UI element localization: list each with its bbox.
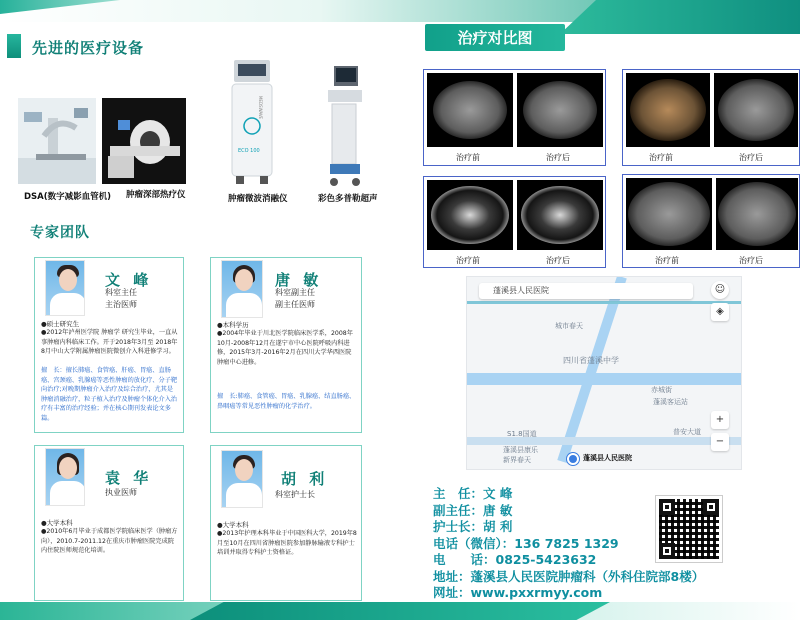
map-zoom-in-button[interactable]: + (711, 411, 729, 429)
contact-phone-wechat[interactable]: 电话（微信）：136 7825 1329 (433, 535, 619, 551)
hospital-location-map[interactable] (466, 276, 742, 470)
map-river (467, 301, 742, 304)
expert-degree: ●硕士研究生 (41, 320, 80, 328)
scan-before (427, 180, 513, 250)
scan-before (427, 73, 513, 147)
map-label-area2: 新界春天 (503, 456, 531, 464)
comparison-panel-abdomen (622, 174, 800, 268)
contact-head-nurse: 护士长：胡 利 (433, 519, 513, 534)
device-side-text: MEDSWAVE (258, 96, 263, 120)
expert-card-yuan-hua (34, 445, 184, 601)
scan-after (517, 73, 603, 147)
expert-card-tang-min (210, 257, 362, 433)
equipment-label-microwave: 肿瘤微波消融仪 (228, 194, 288, 204)
expert-photo-yuan-hua (45, 448, 85, 506)
expert-name: 袁 华 (105, 469, 153, 487)
map-label-street: 赤城街 (651, 386, 672, 394)
contact-telephone[interactable]: 电 话：0825-5423632 (433, 552, 597, 567)
map-label-school: 四川省蓬溪中学 (563, 356, 619, 365)
map-layers-button[interactable]: ◈ (711, 303, 729, 321)
expert-title-2: 副主任医师 (275, 300, 315, 309)
caption-before: 治疗前 (456, 153, 480, 162)
map-road (467, 373, 742, 385)
caption-after: 治疗后 (739, 256, 763, 265)
doppler-ultrasound-image (320, 64, 368, 188)
map-zoom-out-button[interactable]: − (711, 433, 729, 451)
caption-after: 治疗后 (739, 153, 763, 162)
equipment-label-hyperthermia: 肿瘤深部热疗仪 (126, 190, 186, 200)
scan-after (716, 178, 798, 250)
map-label-road2: S1.8国道 (507, 430, 537, 438)
expert-degree: ●本科学历 (217, 321, 249, 329)
scan-before (626, 178, 712, 250)
equipment-section-title: 先进的医疗设备 (32, 39, 145, 57)
expert-bio: ●2010年6月毕业于成都医学院临床医学（肿瘤方向），2010.7-2011.12在重庆市肿瘤医院完成院内住院医师规范化培训。 (41, 528, 178, 554)
comparison-panel-pelvis (622, 69, 800, 166)
expert-bio: ●2012年泸州医学院 肿瘤学 研究生毕业，一直从 事肿瘤内科临床工作。开于2018年3月至 2018年8月中山大学附属肿瘤医院微创介入科进修学习。 (41, 329, 178, 355)
contact-address: 地址：蓬溪县人民医院肿瘤科（外科住院部8楼） (433, 568, 705, 584)
expert-degree: ●大学本科 (217, 521, 249, 529)
expert-bio: ●2013年护理本科毕业于中国医科大学，2019年8月至10月在四川省肿瘤医院参加静脉输液专科护士培训并取得专科护士资格证。 (217, 530, 357, 556)
map-search-text: 蓬溪县人民医院 (493, 286, 549, 295)
dsa-image (18, 98, 96, 184)
map-label-hospital-area: 蓬溪县康乐 (503, 446, 538, 454)
expert-degree: ●大学本科 (41, 519, 73, 527)
scan-after (517, 180, 603, 250)
expert-title-2: 主治医师 (105, 300, 137, 309)
caption-after: 治疗后 (546, 256, 570, 265)
equipment-label-doppler: 彩色多普勒超声 (318, 194, 378, 204)
expert-photo-wen-feng (45, 260, 85, 316)
map-search-bar[interactable] (479, 283, 693, 299)
expert-title-1: 科室副主任 (275, 288, 315, 297)
expert-title-1: 执业医师 (105, 488, 137, 497)
map-profile-icon[interactable]: ☺ (711, 281, 729, 299)
device-brand-text: ECO 100 (238, 148, 260, 154)
expert-name: 文 峰 (105, 271, 153, 289)
contact-director: 主 任：文 峰 (433, 486, 513, 501)
caption-before: 治疗前 (649, 153, 673, 162)
qr-code (656, 496, 722, 562)
comparison-panel-lung (423, 176, 606, 268)
expert-bio: ●2004年毕业于川北医学院临床医学系，2008年10月-2008年12月在遂宁市中心医院呼吸内科进修，2015年3月-2016年2月在四川大学华西医院肿瘤中心进修。 (217, 330, 353, 366)
scan-after (714, 73, 798, 147)
bottom-center-decor (190, 602, 610, 620)
caption-before: 治疗前 (456, 256, 480, 265)
caption-after: 治疗后 (546, 153, 570, 162)
equipment-label-dsa: DSA(数字减影血管机) (24, 192, 112, 202)
comparison-section-title: 治疗对比图 (425, 24, 565, 51)
map-pin-label: 蓬溪县人民医院 (583, 454, 632, 462)
equipment-title-bar (7, 34, 21, 58)
map-location-pin[interactable] (567, 453, 579, 465)
caption-before: 治疗前 (655, 256, 679, 265)
comparison-panel-liver (423, 69, 606, 166)
expert-photo-hu-li (221, 450, 263, 508)
map-label-stop: 蓬溪客运站 (653, 398, 688, 406)
scan-before (626, 73, 710, 147)
expert-title-1: 科室主任 (105, 288, 137, 297)
expert-specialty: 擅 长：擅长肺癌、食管癌、肝癌、胃癌、直肠癌、宫颈癌、乳腺癌等恶性肿瘤的放化疗、分子靶向治疗;对晚期肿瘤介入治疗及综合治疗，尤其是肿瘤消融治疗，粒子植入治疗及肿瘤个体化介入治疗有丰富的治疗经验；并在核心期刊发表论文多篇。 (41, 367, 178, 422)
map-label-road1: 普安大道 (673, 428, 701, 436)
contact-website[interactable]: 网址：www.pxxrmyy.com (433, 585, 603, 600)
top-right-decor (560, 0, 800, 34)
map-road (557, 276, 626, 463)
expert-title-1: 科室护士长 (275, 490, 315, 499)
contact-deputy: 副主任：唐 敏 (433, 502, 513, 518)
map-label-district: 城市春天 (555, 322, 583, 330)
expert-photo-tang-min (221, 260, 263, 318)
expert-specialty: 擅 长:肺癌、食管癌、胃癌、乳腺癌、结直肠癌、鼻咽癌等常见恶性肿瘤的化学治疗。 (217, 393, 356, 410)
expert-name: 胡 利 (281, 470, 329, 488)
hyperthermia-image (102, 98, 186, 184)
expert-card-hu-li (210, 445, 362, 601)
team-section-title: 专家团队 (30, 225, 90, 241)
expert-name: 唐 敏 (275, 271, 323, 289)
microwave-ablation-image (226, 56, 278, 186)
expert-card-wen-feng (34, 257, 184, 433)
